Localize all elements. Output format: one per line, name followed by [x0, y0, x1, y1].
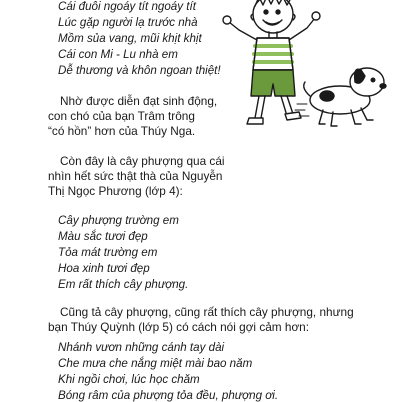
para2-line-3: Thị Ngọc Phương (lớp 4): — [48, 184, 183, 198]
poem1-line-5: Dễ thương và khôn ngoan thiệt! — [58, 64, 221, 77]
boy-and-dog-illustration — [215, 0, 400, 140]
poem2-line-4: Hoa xinh tươi đẹp — [58, 262, 150, 275]
poem3-line-3: Khi ngồi chơi, lúc học chăm — [58, 373, 200, 386]
poem1-line-3: Mồm sủa vang, mũi khịt khịt — [58, 32, 202, 45]
poem2-line-5: Em rất thích cây phượng. — [58, 278, 189, 291]
poem1-line-1: Cái đuôi ngoáy tít ngoáy tít — [58, 0, 196, 13]
para2-line-2: nhìn hết sức thật thà của Nguyễn — [48, 169, 223, 183]
poem2-line-1: Cây phượng trường em — [58, 214, 179, 227]
poem3-line-2: Che mưa che nắng miệt mài bao năm — [58, 357, 253, 370]
para1-line-2: con chó của bạn Trâm trông — [48, 109, 195, 123]
poem3-line-4: Bóng râm của phượng tỏa đều, phượng ơi. — [58, 389, 279, 402]
boy-figure — [223, 0, 320, 124]
para1-line-3: “có hồn” hơn của Thúy Nga. — [48, 124, 196, 138]
poem3-line-1: Nhánh vươn những cánh tay dài — [58, 341, 225, 354]
para1-line-1: Nhờ được diễn đạt sinh động, — [60, 94, 218, 108]
puppy-figure — [295, 68, 386, 126]
para2-line-1: Còn đây là cây phượng qua cái — [60, 154, 225, 168]
poem2-line-2: Màu sắc tươi đẹp — [58, 230, 148, 243]
poem2-line-3: Tỏa mát trường em — [58, 246, 158, 259]
poem1-line-2: Lúc gặp người lạ trước nhà — [58, 16, 198, 29]
para3-line-2: bạn Thúy Quỳnh (lớp 5) có cách nói gợi cảm hơn: — [48, 320, 310, 334]
para3-line-1: Cũng tả cây phượng, cũng rất thích cây phượng, nhưng — [60, 305, 354, 319]
poem1-line-4: Cái con Mi - Lu nhà em — [58, 48, 178, 61]
